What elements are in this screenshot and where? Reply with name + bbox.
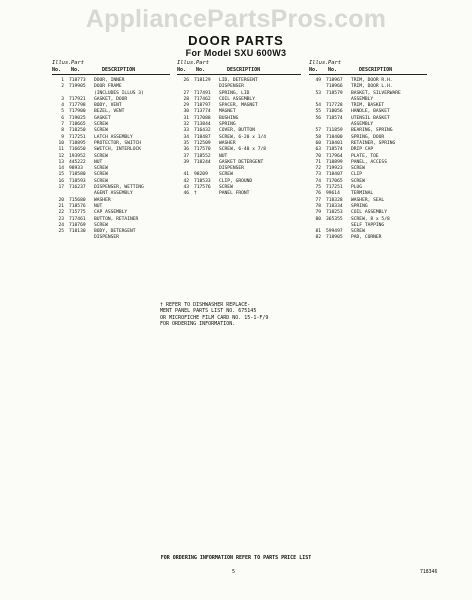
part-number: 718574 [326, 115, 343, 121]
illus-number: 29 [183, 103, 189, 109]
part-number: 718253 [326, 210, 343, 216]
illus-number: 42 [183, 178, 189, 184]
part-number: 717251 [69, 134, 86, 140]
part-number: 718574 [326, 147, 343, 153]
part-number: 98933 [69, 166, 83, 172]
part-description: COVER, BUTTON [219, 128, 255, 134]
parts-row [52, 235, 170, 241]
illus-number: 6 [61, 115, 64, 121]
part-description: DOOR FRAME [94, 84, 122, 90]
illus-number: 10 [58, 140, 64, 146]
illus-number: 5 [61, 109, 64, 115]
part-description: (INCLUDES ILLUS 3) [94, 90, 144, 96]
illus-number: 78 [315, 203, 321, 209]
illus-number: 28 [183, 96, 189, 102]
part-number: 718899 [326, 159, 343, 165]
illus-number: 58 [315, 134, 321, 140]
part-description: BUTTON, RETAINER [94, 216, 139, 222]
part-number: 718487 [194, 134, 211, 140]
part-description: COIL ASSEMBLY [219, 96, 255, 102]
part-description: SCREW [94, 128, 108, 134]
part-number: 717570 [194, 147, 211, 153]
illus-number: 12 [58, 153, 64, 159]
illus-number: 7 [61, 122, 64, 128]
part-number: 99614 [326, 191, 340, 197]
parts-column-2 [177, 60, 301, 198]
illus-number: 36 [183, 147, 189, 153]
illus-number: 21 [58, 203, 64, 209]
header-label: DESCRIPTION [102, 67, 136, 73]
part-number: 717491 [194, 90, 211, 96]
illus-number: 75 [315, 185, 321, 191]
column-header [309, 60, 427, 75]
illus-number: 72 [315, 166, 321, 172]
part-description: SCREW, 8 x 5/8 [351, 216, 390, 222]
part-number: 193952 [69, 153, 86, 159]
illus-number: 46 [183, 191, 189, 197]
illus-number: 4 [61, 103, 64, 109]
part-number: 717921 [69, 96, 86, 102]
part-number: 718328 [326, 197, 343, 203]
illus-number: 63 [315, 147, 321, 153]
part-number: 718250 [69, 128, 86, 134]
part-description: DISPENSER, WETTING [94, 185, 144, 191]
illus-number: 53 [315, 90, 321, 96]
part-number: 717576 [194, 185, 211, 191]
part-description: TERMINAL [351, 191, 374, 197]
illus-number: 49 [315, 78, 321, 83]
header-label: Illus. [177, 60, 197, 66]
header-label: No. [328, 67, 338, 73]
part-description: PANEL FRONT [219, 191, 250, 197]
part-number: 719025 [69, 115, 86, 121]
part-description: BASKET, SILVERWARE [351, 90, 401, 96]
part-number: 718576 [69, 203, 86, 209]
part-description: GASKET DETERGENT [219, 159, 264, 165]
part-number: 716237 [69, 185, 86, 191]
illus-number: 11 [58, 147, 64, 153]
illus-number: 82 [315, 235, 321, 241]
illus-number: 37 [183, 153, 189, 159]
header-label: No. [52, 67, 62, 73]
part-description: ASSEMBLY [351, 122, 374, 128]
header-label: Part [328, 60, 341, 66]
illus-number: 54 [315, 103, 321, 109]
part-description: HANDLE, BASKET [351, 109, 390, 115]
part-number: 365355 [326, 216, 343, 222]
part-number: 718966 [326, 84, 343, 90]
part-description: TRIM, BASKET [351, 103, 385, 109]
document-code: 718346 [420, 570, 438, 575]
part-number: 717964 [326, 153, 343, 159]
part-description: SWITCH, INTERLOCK [94, 147, 142, 153]
part-description: DRIP CAP [351, 147, 374, 153]
part-number: 715775 [69, 210, 86, 216]
part-description: PROTECTOR, SWITCH [94, 140, 142, 146]
illus-number: 3 [61, 96, 64, 102]
part-description: SPRING, LID [219, 90, 250, 96]
part-description: SPRING [351, 203, 368, 209]
part-number: 718400 [326, 134, 343, 140]
part-description: BODY, VENT [94, 103, 122, 109]
part-number: 717088 [194, 115, 211, 121]
part-description: AGENT ASSEMBLY [94, 191, 133, 197]
part-number: 717461 [69, 216, 86, 222]
site-watermark: AppliancePartsPros.com [85, 5, 387, 33]
replacement-panel-note: † REFER TO DISHWASHER REPLACE- MENT PANEL PARTS LIST NO. 675145 OR MICROFICHE FILM CARD NO. 15-1-F/9 FOR ORDERING INFORMATION. [160, 302, 269, 328]
part-description: SCREW, 6-40 x 7/8 [219, 147, 267, 153]
part-number: 718773 [69, 78, 86, 83]
part-number: 718593 [69, 178, 86, 184]
part-number: 718580 [69, 172, 86, 178]
page-number: 5 [232, 569, 236, 575]
header-label: Illus. [52, 60, 72, 66]
illus-number: 57 [315, 128, 321, 134]
illus-number: 15 [58, 172, 64, 178]
part-description: DOOR, INNER [94, 78, 125, 83]
part-number: 718967 [326, 78, 343, 83]
part-description: NUT [94, 159, 103, 165]
part-description: PANEL, ACCESS [351, 159, 387, 165]
illus-number: 60 [315, 140, 321, 146]
part-number: 717251 [326, 185, 343, 191]
part-number: 717900 [69, 109, 86, 115]
part-description: NUT [94, 203, 103, 209]
part-description: LID, DETERGENT [219, 78, 258, 83]
part-number: 717065 [326, 178, 343, 184]
illus-number: 79 [315, 210, 321, 216]
part-number: 716650 [69, 147, 86, 153]
illus-number: 80 [315, 216, 321, 222]
illus-number: 24 [58, 222, 64, 228]
part-number: 718401 [326, 140, 343, 146]
part-description: BODY, DETERGENT [94, 229, 136, 235]
illus-number: 33 [183, 128, 189, 134]
header-label: Illus. [309, 60, 329, 66]
part-number: 718244 [194, 159, 211, 165]
part-description: MAGNET [219, 109, 236, 115]
part-description: RETAINER, SPRING [351, 140, 396, 146]
part-description: SCREW [94, 166, 108, 172]
part-number: 718769 [69, 222, 86, 228]
part-description: SCREW [94, 153, 108, 159]
parts-row [177, 191, 301, 197]
part-description: NUT [219, 153, 228, 159]
column-header [177, 60, 301, 75]
part-description: SPACER, MAGNET [219, 103, 258, 109]
part-description: SCREW [351, 166, 365, 172]
part-description: GASKET, DOOR [94, 96, 128, 102]
header-label: No. [71, 67, 81, 73]
header-label: Part [196, 60, 209, 66]
part-number: 718579 [326, 90, 343, 96]
part-number: † [194, 191, 197, 197]
part-description: SCREW [351, 229, 365, 235]
part-description: DISPENSER [219, 166, 244, 172]
part-description: ASSEMBLY [351, 96, 374, 102]
part-description: BEARING, SPRING [351, 128, 393, 134]
header-label: Part [71, 60, 84, 66]
part-description: SCREW [219, 172, 233, 178]
column-header [52, 60, 170, 75]
part-description: CAP ASSEMBLY [94, 210, 128, 216]
header-label: DESCRIPTION [227, 67, 261, 73]
part-number: 716432 [194, 128, 211, 134]
parts-column-1 [52, 60, 170, 242]
part-number: 98209 [194, 172, 208, 178]
part-description: GASKET [94, 115, 111, 121]
part-number: 718407 [326, 172, 343, 178]
illus-number: 9 [61, 134, 64, 140]
part-description: DISPENSER [94, 235, 119, 241]
illus-number: 41 [183, 172, 189, 178]
part-number: 718056 [326, 109, 343, 115]
illus-number: 16 [58, 178, 64, 184]
illus-number: 27 [183, 90, 189, 96]
part-number: 718665 [69, 122, 86, 128]
part-description: CLIP [351, 172, 363, 178]
header-label: No. [177, 67, 187, 73]
part-number: 718552 [194, 153, 211, 159]
illus-number: 31 [183, 115, 189, 121]
part-number: 717462 [194, 96, 211, 102]
illus-number: 34 [183, 134, 189, 140]
illus-number: 35 [183, 140, 189, 146]
part-description: WASHER [219, 140, 236, 146]
part-description: CLIP, GROUND [219, 178, 253, 184]
part-description: SPRING [219, 122, 236, 128]
part-description: WASHER, SEAL [351, 197, 385, 203]
ordering-footer: FOR ORDERING INFORMATION REFER TO PARTS PRICE LIST [160, 555, 312, 561]
part-description: SPRING, DOOR [351, 134, 385, 140]
part-number: 718130 [69, 229, 86, 235]
illus-number: 39 [183, 159, 189, 165]
illus-number: 23 [58, 216, 64, 222]
part-description: SCREW [351, 178, 365, 184]
illus-number: 2 [61, 84, 64, 90]
part-description: BUSHING [219, 115, 239, 121]
illus-number: 77 [315, 197, 321, 203]
part-number: 718797 [194, 103, 211, 109]
part-number: 717798 [69, 103, 86, 109]
part-description: SCREW [94, 222, 108, 228]
header-label: DESCRIPTION [359, 67, 393, 73]
part-number: 718334 [326, 203, 343, 209]
part-description: SCREW [94, 178, 108, 184]
illus-number: 32 [183, 122, 189, 128]
part-number: 718895 [69, 140, 86, 146]
part-description: SCREW [94, 122, 108, 128]
part-number: 718905 [326, 235, 343, 241]
part-number: 715680 [69, 197, 86, 203]
part-number: 445222 [69, 159, 86, 165]
part-description: PLATE, TOE [351, 153, 379, 159]
illus-number: 74 [315, 178, 321, 184]
illus-number: 73 [315, 172, 321, 178]
illus-number: 26 [183, 78, 189, 83]
part-number: 599497 [326, 229, 343, 235]
part-description: DISPENSER [219, 84, 244, 90]
part-description: TRIM, DOOR L.H. [351, 84, 393, 90]
illus-number: 71 [315, 159, 321, 165]
illus-number: 56 [315, 115, 321, 121]
part-number: 711859 [326, 128, 343, 134]
illus-number: 55 [315, 109, 321, 115]
part-number: 717728 [326, 103, 343, 109]
illus-number: 22 [58, 210, 64, 216]
part-description: COIL ASSEMBLY [351, 210, 387, 216]
part-description: TRIM, DOOR R.H. [351, 78, 393, 83]
part-description: PAD, CORNER [351, 235, 382, 241]
part-description: SCREW [94, 172, 108, 178]
page-subtitle: For Model SXU 600W3 [185, 48, 287, 58]
illus-number: 43 [183, 185, 189, 191]
illus-number: 1 [61, 78, 64, 83]
illus-number: 76 [315, 191, 321, 197]
part-number: 719923 [326, 166, 343, 172]
page-title: DOOR PARTS [188, 33, 284, 48]
parts-row [309, 235, 427, 241]
illus-number: 20 [58, 197, 64, 203]
illus-number: 81 [315, 229, 321, 235]
parts-column-3 [309, 60, 427, 242]
part-number: 712509 [194, 140, 211, 146]
illus-number: 17 [58, 185, 64, 191]
part-description: WASHER [94, 197, 111, 203]
part-description: SCREW [219, 185, 233, 191]
part-number: 719905 [69, 84, 86, 90]
part-description: SELF TAPPING [351, 222, 385, 228]
header-label: No. [196, 67, 206, 73]
part-number: 713774 [194, 109, 211, 115]
part-description: BEZEL, VENT [94, 109, 125, 115]
part-number: 713844 [194, 122, 211, 128]
illus-number: 30 [183, 109, 189, 115]
part-description: UTENSIL BASKET [351, 115, 390, 121]
header-label: No. [309, 67, 319, 73]
illus-number: 25 [58, 229, 64, 235]
illus-number: 14 [58, 166, 64, 172]
part-number: 718129 [194, 78, 211, 83]
part-description: LATCH ASSEMBLY [94, 134, 133, 140]
part-number: 718533 [194, 178, 211, 184]
illus-number: 13 [58, 159, 64, 165]
illus-number: 8 [61, 128, 64, 134]
part-description: SCREW, 6-20 x 1/4 [219, 134, 267, 140]
part-description: PLUG [351, 185, 363, 191]
illus-number: 70 [315, 153, 321, 159]
